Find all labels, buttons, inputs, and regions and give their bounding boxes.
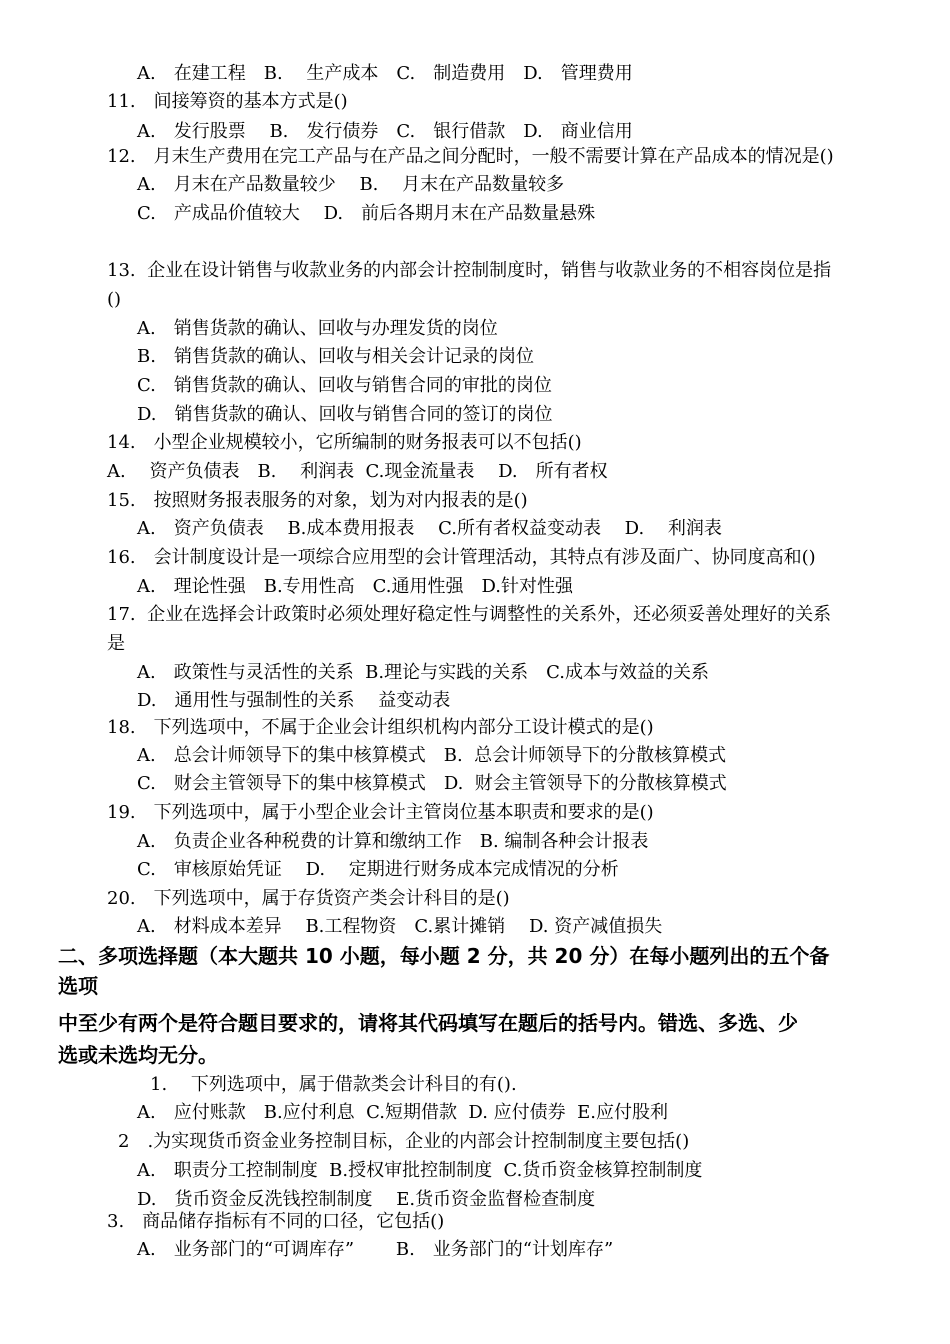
question-line: D. 货币资金反洗钱控制制度 E.货币资金监督检查制度	[137, 1189, 596, 1210]
question-line: A. 材料成本差异 B.工程物资 C.累计摊销 D. 资产减值损失	[137, 916, 663, 937]
question-line: 16. 会计制度设计是一项综合应用型的会计管理活动，其特点有涉及面广、协同度高和()	[107, 547, 816, 568]
question-line: 20. 下列选项中，属于存货资产类会计科目的是()	[107, 888, 510, 909]
question-line: A. 发行股票 B. 发行债券 C. 银行借款 D. 商业信用	[137, 121, 633, 142]
question-line: C. 产成品价值较大 D. 前后各期月末在产品数量悬殊	[137, 203, 596, 224]
question-line: 13. 企业在设计销售与收款业务的内部会计控制制度时，销售与收款业务的不相容岗位是指	[107, 260, 832, 281]
question-line: A. 负责企业各种税费的计算和缴纳工作 B. 编制各种会计报表	[137, 831, 649, 852]
question-line: D. 通用性与强制性的关系 益变动表	[137, 690, 451, 711]
section-heading-line-4: 选或未选均无分。	[58, 1043, 218, 1067]
question-line: A. 月末在产品数量较少 B. 月末在产品数量较多	[137, 174, 565, 195]
question-line: A. 在建工程 B. 生产成本 C. 制造费用 D. 管理费用	[137, 63, 633, 84]
question-line: C. 财会主管领导下的集中核算模式 D. 财会主管领导下的分散核算模式	[137, 773, 727, 794]
question-line: C. 审核原始凭证 D. 定期进行财务成本完成情况的分析	[137, 859, 619, 880]
question-line: 15. 按照财务报表服务的对象，划为对内报表的是()	[107, 490, 528, 511]
question-line: A. 业务部门的“可调库存” B. 业务部门的“计划库存”	[137, 1239, 614, 1260]
question-line: 17. 企业在选择会计政策时必须处理好稳定性与调整性的关系外，还必须妥善处理好的关系	[107, 604, 832, 625]
question-line: A. 总会计师领导下的集中核算模式 B. 总会计师领导下的分散核算模式	[137, 745, 727, 766]
question-line: A. 职责分工控制制度 B.授权审批控制制度 C.货币资金核算控制制度	[137, 1160, 703, 1181]
question-line: 2 .为实现货币资金业务控制目标，企业的内部会计控制制度主要包括()	[118, 1131, 690, 1152]
question-line: 18. 下列选项中，不属于企业会计组织机构内部分工设计模式的是()	[107, 717, 654, 738]
question-line: A. 资产负债表 B. 利润表 C.现金流量表 D. 所有者权	[107, 461, 608, 482]
section-heading-line-2: 选项	[58, 974, 98, 998]
question-line: A. 理论性强 B.专用性高 C.通用性强 D.针对性强	[137, 576, 574, 597]
section-heading-line-3: 中至少有两个是符合题目要求的，请将其代码填写在题后的括号内。错选、多选、少	[58, 1011, 798, 1035]
question-line: 1. 下列选项中，属于借款类会计科目的有().	[150, 1074, 517, 1095]
question-line: A. 应付账款 B.应付利息 C.短期借款 D. 应付债券 E.应付股利	[137, 1102, 668, 1123]
section-heading-line-1: 二、多项选择题（本大题共 10 小题，每小题 2 分，共 20 分）在每小题列出的五个备	[58, 944, 830, 968]
question-line: 19. 下列选项中，属于小型企业会计主管岗位基本职责和要求的是()	[107, 802, 654, 823]
question-line: C. 销售货款的确认、回收与销售合同的审批的岗位	[137, 375, 552, 396]
question-line: A. 资产负债表 B.成本费用报表 C.所有者权益变动表 D. 利润表	[137, 518, 722, 539]
question-line: D. 销售货款的确认、回收与销售合同的签订的岗位	[137, 404, 553, 425]
question-line: A. 政策性与灵活性的关系 B.理论与实践的关系 C.成本与效益的关系	[137, 662, 709, 683]
question-line: 是	[107, 633, 125, 654]
question-line: 14. 小型企业规模较小，它所编制的财务报表可以不包括()	[107, 432, 582, 453]
question-line: 11. 间接筹资的基本方式是()	[107, 91, 348, 112]
question-line: B. 销售货款的确认、回收与相关会计记录的岗位	[137, 346, 534, 367]
question-line: 12. 月末生产费用在完工产品与在产品之间分配时，一般不需要计算在产品成本的情况是()	[107, 146, 834, 167]
question-line: ()	[107, 289, 122, 310]
question-line: 3. 商品储存指标有不同的口径，它包括()	[107, 1211, 445, 1232]
question-line: A. 销售货款的确认、回收与办理发货的岗位	[137, 318, 498, 339]
